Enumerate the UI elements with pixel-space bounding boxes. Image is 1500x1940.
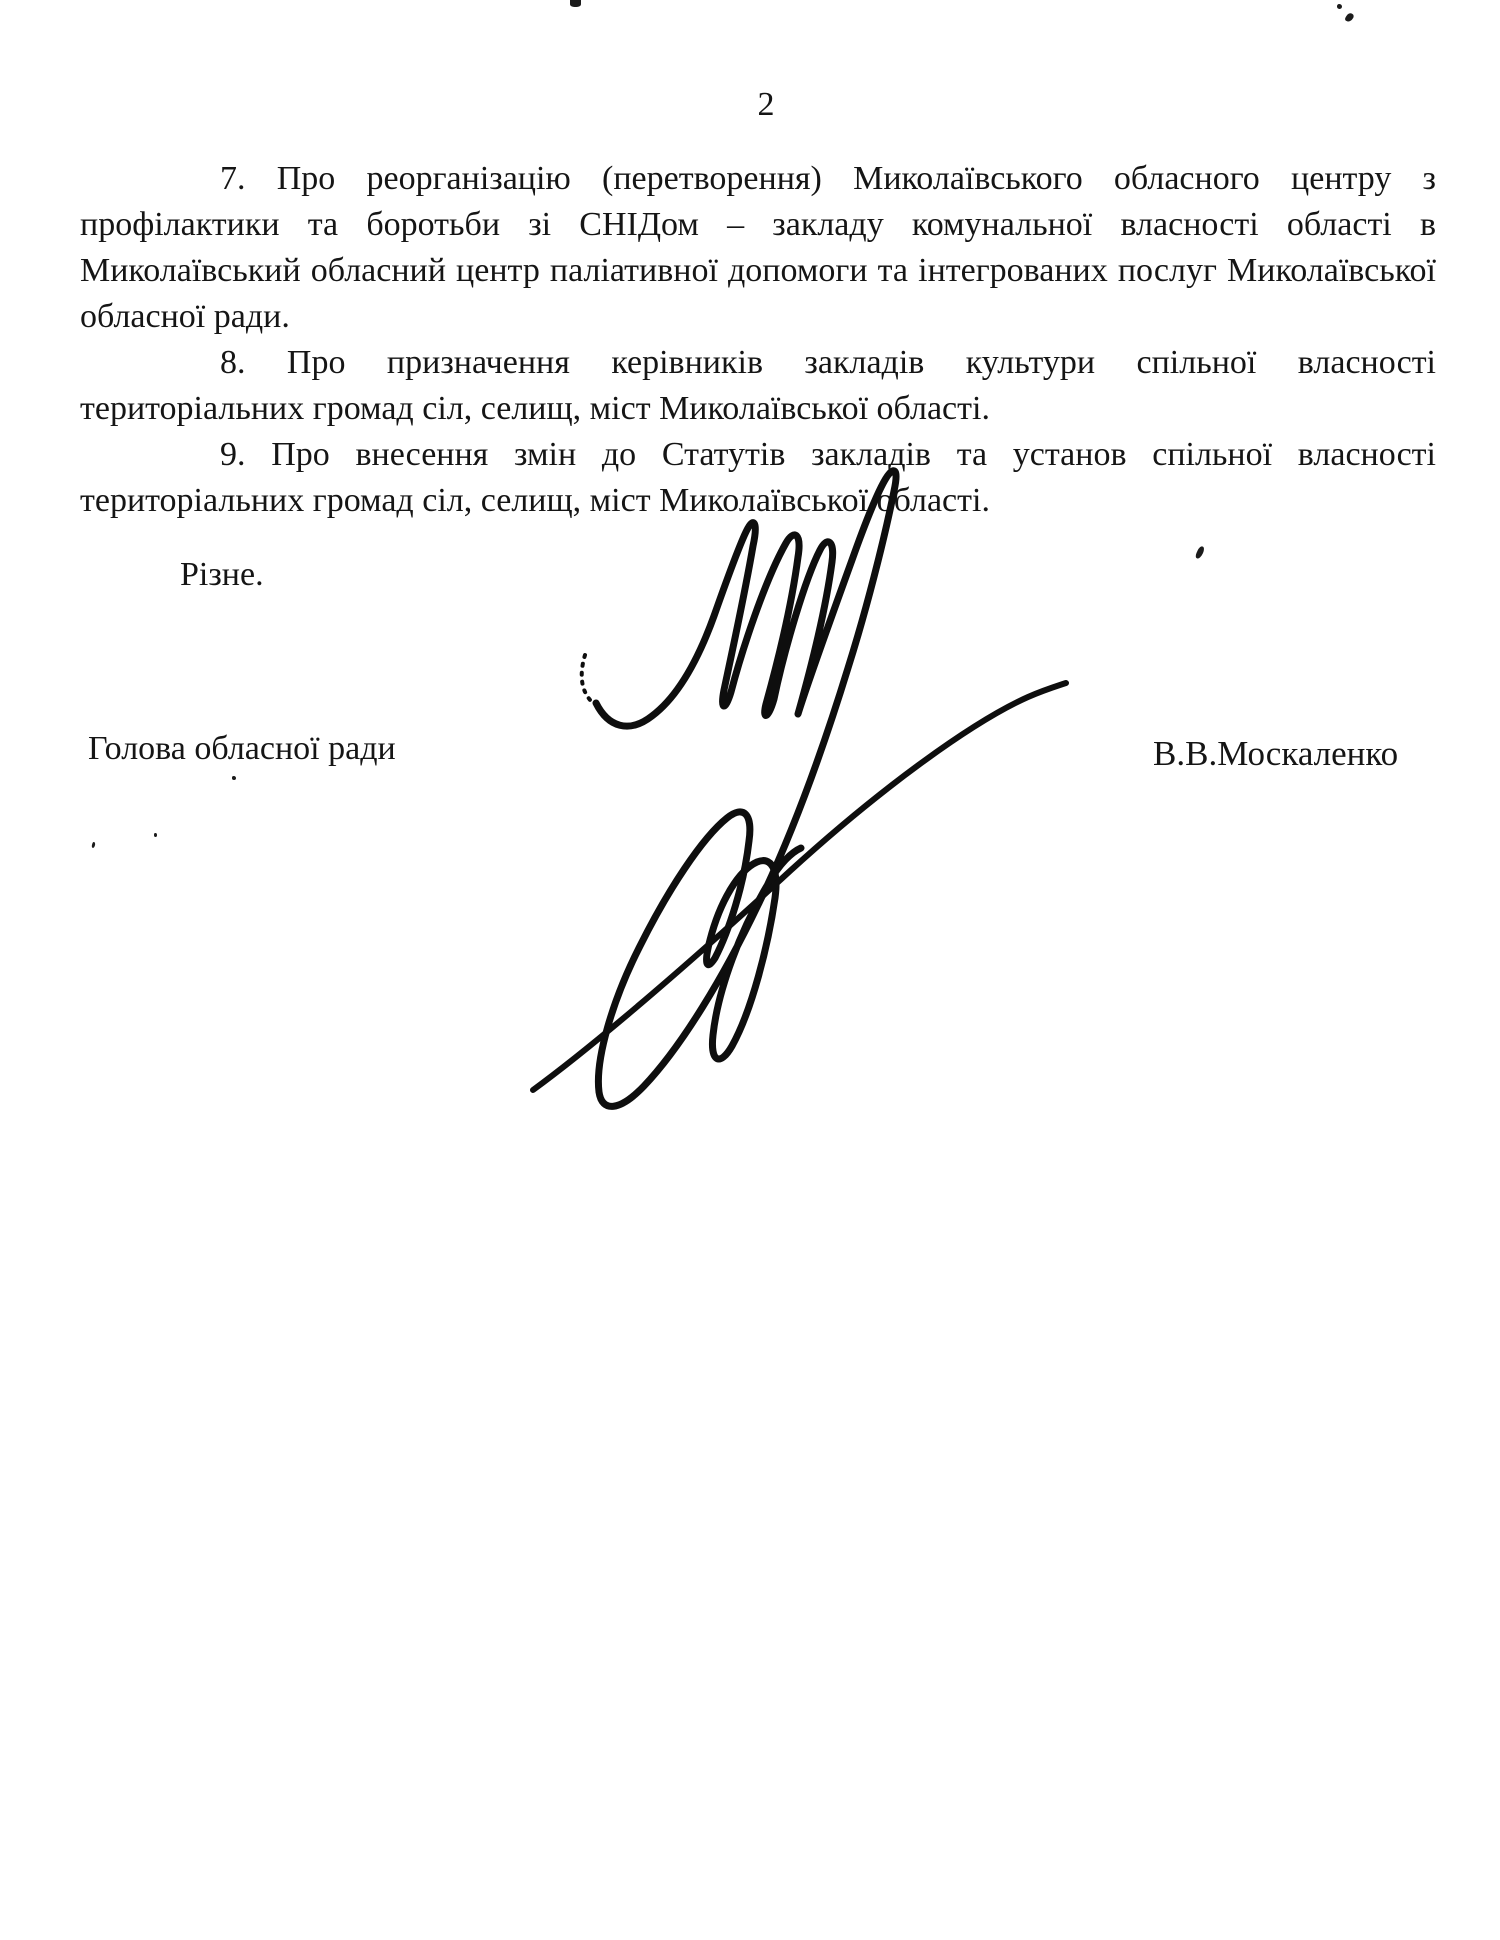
signature-leadin-stroke xyxy=(582,655,593,703)
agenda-text-block xyxy=(80,156,1436,598)
agenda-item-8: 8. Про призначення керівників закладів культури спільної власності територіальних громад сіл, селищ, міст Миколаївської області. xyxy=(80,344,1436,427)
agenda-item-7: 7. Про реорганізацію (перетворення) Миколаївського обласного центру з профілактики та боротьби зі СНІДом – закладу комунальної власності області в Миколаївський обласний центр паліативної допомоги та інтегрованих послуг Миколаївської обласної ради. xyxy=(80,160,1436,335)
scan-noise-dot xyxy=(232,776,236,780)
signature-tail-stroke xyxy=(533,683,1066,1090)
agenda-item-9: 9. Про внесення змін до Статутів закладів та установ спільної власності територіальних громад сіл, селищ, міст Миколаївської області. xyxy=(80,436,1436,519)
page-number: 2 xyxy=(757,86,775,123)
scan-noise-tick xyxy=(570,0,581,7)
signatory-name: В.В.Москаленко xyxy=(1153,734,1399,773)
scan-noise-dot xyxy=(1337,4,1342,9)
scan-noise-dot xyxy=(154,833,157,837)
scan-noise-comma xyxy=(91,842,95,849)
misc-section-label: Різне. xyxy=(180,556,264,593)
scan-noise-comma xyxy=(1344,12,1354,23)
signatory-title: Голова обласної ради xyxy=(88,730,396,767)
